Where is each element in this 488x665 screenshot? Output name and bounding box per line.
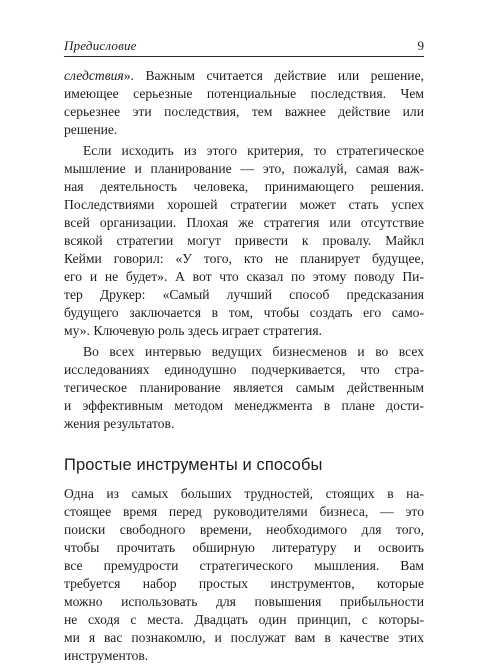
text-line: исследованиях единодушно подчеркивается, что стра- bbox=[64, 362, 424, 377]
text-line: все премудрости стратегического мышления. Вам bbox=[64, 558, 424, 573]
text-line bbox=[64, 67, 424, 85]
text-line: и эффективным методом менеджмента в плане дости- bbox=[64, 398, 424, 413]
text-line: мышление и планирование — это, пожалуй, самая важ- bbox=[64, 161, 424, 176]
paragraph-3 bbox=[64, 343, 424, 433]
page-number: 9 bbox=[417, 38, 424, 53]
text-line: стоящее время перед руководителями бизнеса, — это bbox=[64, 504, 424, 519]
book-page bbox=[64, 38, 424, 663]
text-line: его и не будет». А вот что сказал по этому поводу Пи- bbox=[64, 269, 424, 284]
text-fragment: ». Важным считается действие или решение, bbox=[123, 68, 424, 83]
text-line: не сходя с места. Двадцать один принцип, с которы- bbox=[64, 612, 424, 627]
text-line: Кейми говорил: «У того, кто не планирует будущее, bbox=[64, 251, 424, 266]
text-line: всякой стратегии могут привести к провалу. Майкл bbox=[64, 233, 424, 248]
text-line: жения результатов. bbox=[64, 416, 175, 431]
text-line: Последствиями хорошей стратегии может стать успех bbox=[64, 197, 424, 212]
section-heading: Простые инструменты и способы bbox=[64, 456, 323, 474]
text-line: будущего заключается в том, чтобы создать его само- bbox=[64, 305, 424, 320]
section-paragraph bbox=[64, 485, 424, 665]
text-line: инструментов. bbox=[64, 648, 149, 663]
text-line: поиски свободного времени, необходимого для того, bbox=[64, 522, 424, 537]
text-line: ная деятельность человека, принимающего решения. bbox=[64, 179, 424, 194]
text-line: Если исходить из этого критерия, то стратегическое bbox=[83, 143, 424, 158]
text-line: тегическое планирование является самым действенным bbox=[64, 380, 424, 395]
running-header bbox=[64, 38, 424, 56]
text-line: решение. bbox=[64, 122, 118, 137]
text-line: можно использовать для повышения прибыльности bbox=[64, 594, 424, 609]
text-line: имеющее серьезные потенциальные последствия. Чем bbox=[64, 86, 424, 101]
text-line: му». Ключевую роль здесь играет стратегия. bbox=[64, 323, 322, 338]
header-rule bbox=[64, 56, 424, 57]
text-line: требуется набор простых инструментов, которые bbox=[64, 576, 424, 591]
text-line: ми я вас познакомлю, и послужат вам в качестве этих bbox=[64, 630, 424, 645]
text-line: всей организации. Плохая же стратегия или отсутствие bbox=[64, 215, 424, 230]
page-body bbox=[64, 67, 424, 665]
text-line: тер Друкер: «Самый лучший способ предсказания bbox=[64, 287, 424, 302]
text-line: Одна из самых больших трудностей, стоящих в на- bbox=[64, 486, 424, 501]
paragraph-1 bbox=[64, 67, 424, 139]
chapter-title: Предисловие bbox=[64, 38, 137, 53]
paragraph-2 bbox=[64, 142, 424, 340]
text-line: серьезнее эти последствия, тем важнее действие или bbox=[64, 104, 424, 119]
text-line: Во всех интервью ведущих бизнесменов и во всех bbox=[83, 344, 424, 359]
italic-word: следствия bbox=[64, 68, 124, 83]
text-line: чтобы прочитать обширную литературу и освоить bbox=[64, 540, 424, 555]
